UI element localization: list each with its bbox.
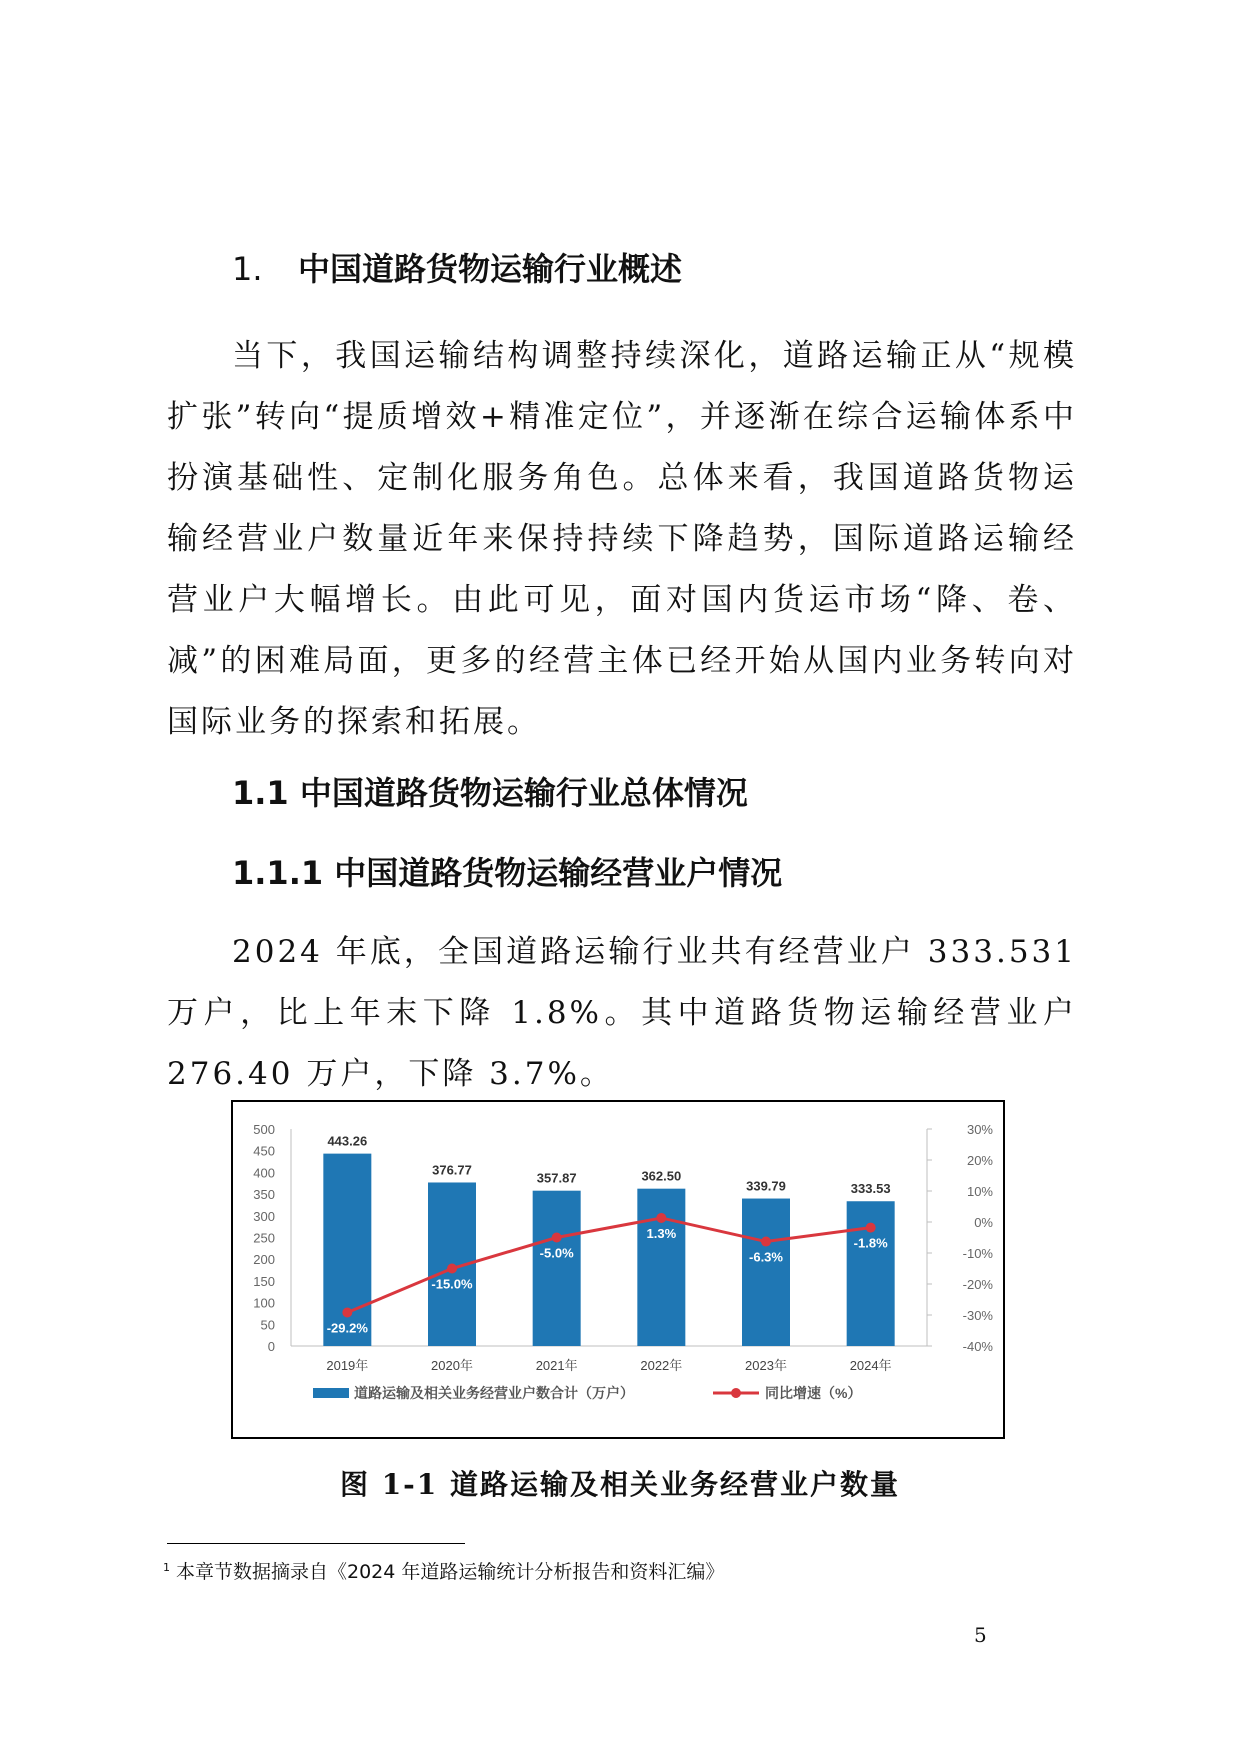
subsection-heading-1-1-1: 1.1.1 中国道路货物运输经营业户情况 (232, 854, 783, 892)
x-tick-label: 2019年 (326, 1358, 369, 1373)
growth-rate-line (347, 1218, 870, 1313)
growth-rate-label: -1.8% (853, 1235, 888, 1251)
bar-value-label: 357.87 (536, 1170, 577, 1186)
legend-line-label: 同比增速（%） (765, 1385, 862, 1401)
legend-line-marker (731, 1388, 741, 1398)
x-tick-label: 2022年 (640, 1358, 683, 1373)
section-title: 中国道路货物运输行业概述 (298, 250, 683, 288)
growth-rate-point (866, 1223, 876, 1233)
growth-rate-point (761, 1237, 771, 1247)
page-number: 5 (974, 1623, 987, 1647)
y-left-tick-label: 300 (253, 1208, 275, 1224)
x-tick-label: 2023年 (745, 1358, 787, 1373)
legend-bar-swatch (313, 1388, 349, 1398)
footnote-mark: 1 (163, 1560, 170, 1574)
y-right-tick-label: 10% (966, 1184, 993, 1199)
growth-rate-label: -15.0% (431, 1276, 473, 1292)
figure-chart (231, 1100, 1005, 1439)
footnote-text: 本章节数据摘录自《2024 年道路运输统计分析报告和资料汇编》 (176, 1561, 725, 1583)
y-right-tick-label: -20% (962, 1277, 993, 1292)
y-right-tick-label: 30% (966, 1122, 993, 1137)
x-tick-label: 2020年 (431, 1358, 473, 1373)
x-tick-label: 2024年 (849, 1358, 892, 1373)
bar-2022年 (637, 1189, 685, 1346)
section-number: 1. (232, 250, 263, 288)
growth-rate-point (447, 1264, 457, 1274)
y-left-tick-label: 400 (253, 1165, 275, 1181)
stats-paragraph: 2024 年底，全国道路运输行业共有经营业户 333.531万户，比上年末下降 1.8%。其中道路货物运输经营业户 276.40 万户，下降 3.7%。 (167, 934, 1077, 1092)
growth-rate-label: -6.3% (749, 1249, 783, 1265)
growth-rate-label: 1.3% (646, 1225, 677, 1241)
bar-value-label: 376.77 (432, 1162, 472, 1178)
bar-2021年 (533, 1191, 581, 1346)
growth-rate-point (656, 1213, 666, 1223)
y-right-tick-label: -30% (962, 1308, 993, 1323)
growth-rate-label: -29.2% (326, 1320, 368, 1336)
section-heading (232, 244, 682, 290)
y-right-tick-label: -10% (962, 1246, 993, 1261)
figure-caption: 图 1-1 道路运输及相关业务经营业户数量 (339, 1468, 901, 1501)
y-left-tick-label: 500 (253, 1122, 275, 1137)
chart-svg (233, 1102, 1003, 1437)
y-left-tick-label: 200 (253, 1252, 275, 1268)
y-left-tick-label: 100 (253, 1295, 275, 1311)
bar-2023年 (742, 1199, 790, 1346)
bar-value-label: 443.26 (327, 1133, 368, 1149)
footnote (163, 1557, 724, 1584)
y-right-tick-label: -40% (962, 1339, 993, 1354)
intro-paragraph: 当下，我国运输结构调整持续深化，道路运输正从“规模扩张”转向“提质增效+精准定位”，并逐渐在综合运输体系中扮演基础性、定制化服务角色。总体来看，我国道路货物运输经营业户数量近年来保持持续下降趋势，国际道路运输经营业户大幅增长。由此可见，面对国内货运市场“降、卷、减”的困难局面，更多的经营主体已经开始从国内业务转向对国际业务的探索和拓展。 (167, 338, 1077, 740)
footnote-divider (167, 1543, 465, 1544)
y-left-tick-label: 0 (267, 1339, 275, 1354)
bar-value-label: 362.50 (641, 1168, 682, 1184)
y-left-tick-label: 50 (260, 1317, 275, 1333)
y-right-tick-label: 0% (974, 1215, 993, 1230)
growth-rate-label: -5.0% (539, 1245, 574, 1261)
x-tick-label: 2021年 (535, 1358, 578, 1373)
subsection-heading-1-1: 1.1 中国道路货物运输行业总体情况 (232, 774, 748, 812)
y-left-tick-label: 350 (253, 1187, 275, 1203)
legend-bar-label: 道路运输及相关业务经营业户数合计（万户） (354, 1385, 634, 1401)
y-left-tick-label: 450 (253, 1143, 275, 1159)
growth-rate-point (342, 1308, 352, 1318)
growth-rate-point (552, 1233, 562, 1243)
bar-value-label: 333.53 (850, 1181, 891, 1197)
bar-value-label: 339.79 (746, 1178, 786, 1194)
y-left-tick-label: 250 (253, 1230, 275, 1246)
y-left-tick-label: 150 (253, 1273, 275, 1289)
y-right-tick-label: 20% (966, 1153, 993, 1168)
